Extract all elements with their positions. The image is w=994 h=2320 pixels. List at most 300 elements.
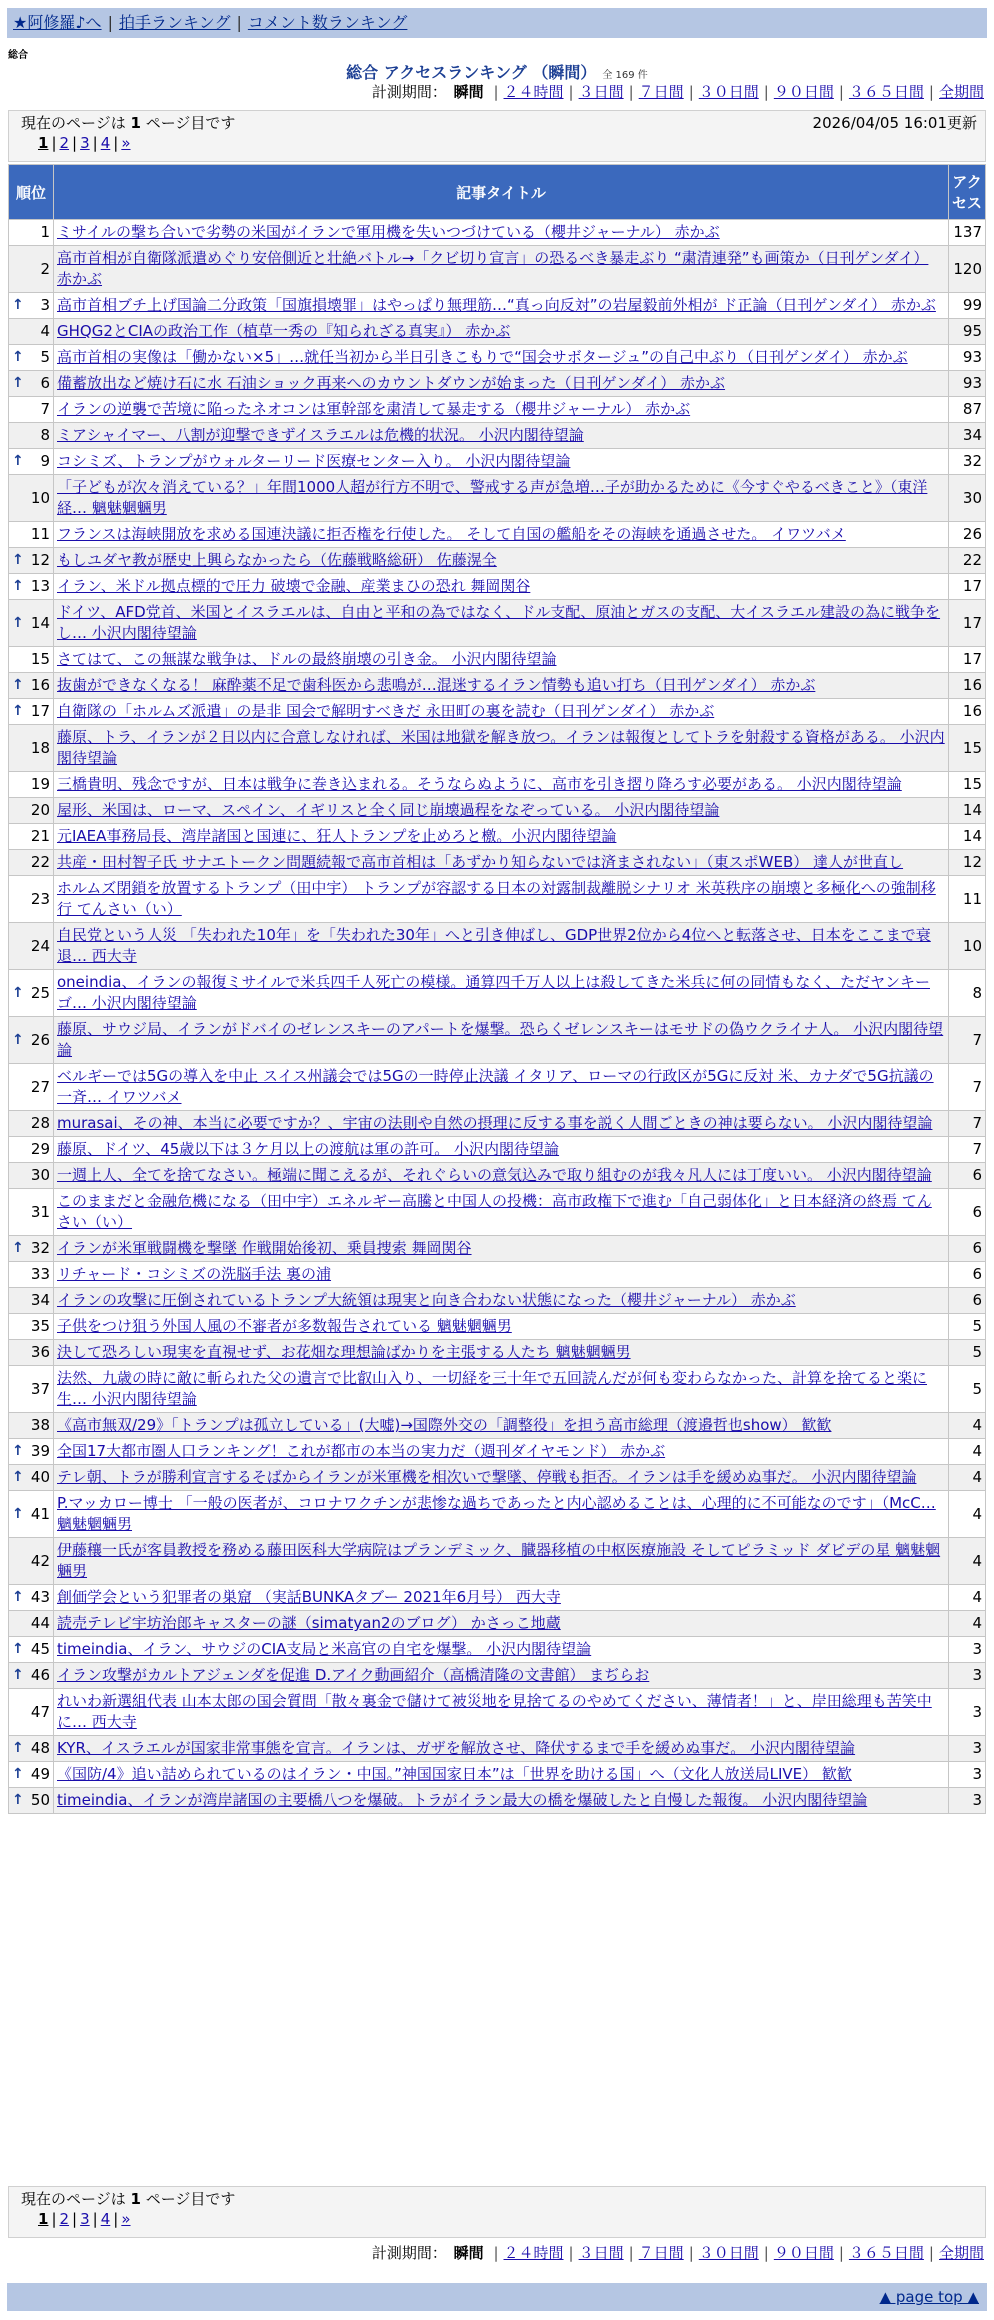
rank-number: 24	[30, 936, 50, 955]
title-cell	[54, 1637, 948, 1662]
period-7d-link[interactable]: ７日間	[638, 83, 684, 101]
rank-up-arrow-icon: ↑	[12, 1589, 24, 1605]
rank-number: 50	[30, 1791, 50, 1809]
access-count: 6	[949, 1189, 985, 1235]
rank-number: 26	[30, 1030, 50, 1049]
article-title-link[interactable]: 自衛隊の「ホルムズ派遣」の是非 国会で解明すべきだ 永田町の裏を読む（日刊ゲンダイ） 赤かぶ	[57, 702, 715, 720]
rank-cell	[9, 1340, 53, 1365]
article-title-link[interactable]: 藤原、サウジ局、イランがドバイのゼレンスキーのアパートを爆撃。恐らくゼレンスキーはモサドの偽ウクライナ人。 小沢内閣待望論	[57, 1020, 944, 1059]
rank-number: 2	[40, 259, 50, 278]
access-count: 22	[949, 548, 985, 573]
rank-cell	[9, 449, 53, 474]
rank-number: 48	[30, 1739, 50, 1757]
rank-number: 7	[40, 400, 50, 418]
article-title-link[interactable]: 藤原、トラ、イランが２日以内に合意しなければ、米国は地獄を解き放つ。イランは報復としてトラを射殺する資格がある。 小沢内閣待望論	[57, 728, 945, 767]
rank-up-arrow-icon: ↑	[12, 297, 24, 313]
table-row	[9, 522, 985, 547]
article-title-link[interactable]: コシミズ、トランプがウォルターリード医療センター入り。 小沢内閣待望論	[57, 452, 571, 470]
rank-cell	[9, 647, 53, 672]
access-count: 32	[949, 449, 985, 474]
rank-cell	[9, 673, 53, 698]
table-row	[9, 1288, 985, 1313]
article-title-link[interactable]: フランスは海峡開放を求める国連決議に拒否権を行使した。 そして自国の艦船をその海峡を通過させた。 イワツバメ	[57, 525, 846, 543]
rank-cell	[9, 1189, 53, 1235]
nav-clap-ranking-link[interactable]: 拍手ランキング	[118, 13, 231, 32]
article-title-link[interactable]: ミサイルの撃ち合いで劣勢の米国がイランで軍用機を失いつづけている（櫻井ジャーナル） 赤かぶ	[57, 223, 720, 241]
access-count: 14	[949, 798, 985, 823]
article-title-link[interactable]: ドイツ、AFD党首、米国とイスラエルは、自由と平和の為ではなく、ドル支配、原油とガスの支配、大イスラエル建設の為に戦争をし… 小沢内閣待望論	[57, 603, 941, 642]
rank-cell	[9, 1637, 53, 1662]
access-count: 93	[949, 371, 985, 396]
rank-cell	[9, 319, 53, 344]
access-count: 7	[949, 1017, 985, 1063]
table-row	[9, 1137, 985, 1162]
period-separator: |	[688, 2244, 694, 2262]
access-count: 4	[949, 1585, 985, 1610]
page-link-2[interactable]: 2	[59, 2210, 70, 2228]
rank-number: 5	[40, 348, 50, 366]
period-separator: |	[628, 83, 634, 101]
title-cell	[54, 699, 948, 724]
period-3d-link[interactable]: ３日間	[578, 83, 624, 101]
rank-cell	[9, 423, 53, 448]
pager-top	[8, 110, 986, 162]
period-separator: |	[628, 2244, 634, 2262]
period-all-link[interactable]: 全期間	[938, 2244, 984, 2262]
title-cell	[54, 1465, 948, 1490]
title-cell	[54, 1366, 948, 1412]
article-title-link[interactable]: timeindia、イラン、サウジのCIA支局と米高官の自宅を爆撃。 小沢内閣待望論	[57, 1640, 592, 1658]
rank-up-arrow-icon: ↑	[12, 614, 24, 631]
article-title-link[interactable]: timeindia、イランが湾岸諸国の主要橋八つを爆破。トラがイラン最大の橋を爆破したと自慢した報復。 小沢内閣待望論	[57, 1791, 868, 1809]
rank-number: 29	[30, 1140, 50, 1158]
title-cell	[54, 1736, 948, 1761]
period-label: 計測期間：	[371, 83, 447, 101]
table-row	[9, 1236, 985, 1261]
article-title-link[interactable]: 法然、九歳の時に敵に斬られた父の遺言で比叡山入り、一切経を三十年で五回読んだが何も変わらなかった、計算を捨てると楽に生… 小沢内閣待望論	[57, 1369, 928, 1408]
title-cell	[54, 574, 948, 599]
nav-comment-ranking-link[interactable]: コメント数ランキング	[247, 13, 408, 32]
access-count: 6	[949, 1288, 985, 1313]
rank-number: 25	[30, 983, 50, 1002]
rank-up-arrow-icon: ↑	[12, 1469, 24, 1485]
page-link-4[interactable]: 4	[100, 134, 111, 152]
article-title-link[interactable]: さてはて、この無謀な戦争は、ドルの最終崩壊の引き金。 小沢内閣待望論	[57, 650, 557, 668]
table-row	[9, 647, 985, 672]
rank-number: 46	[30, 1666, 50, 1684]
title-cell	[54, 1064, 948, 1110]
current-page-post: ページ目です	[140, 2190, 236, 2208]
access-count: 6	[949, 1262, 985, 1287]
article-title-link[interactable]: れいわ新選組代表 山本太郎の国会質問「散々裏金で儲けて被災地を見捨てるのやめてください、薄情者！」と、岸田総理も苦笑中に… 西大寺	[57, 1692, 932, 1731]
article-title-link[interactable]: 高市首相ブチ上げ国論二分政策「国旗損壊罪」はやっぱり無理筋…“真っ向反対”の岩屋毅前外相が ド正論（日刊ゲンダイ） 赤かぶ	[57, 296, 936, 314]
table-row	[9, 699, 985, 724]
rank-up-arrow-icon: ↑	[12, 1031, 24, 1048]
article-title-link[interactable]: 備蓄放出など焼け石に水 石油ショック再来へのカウントダウンが始まった（日刊ゲンダイ） 赤かぶ	[57, 374, 726, 392]
rank-number: 35	[30, 1317, 50, 1335]
rank-up-arrow-icon: ↑	[12, 453, 24, 469]
access-count: 3	[949, 1637, 985, 1662]
page-title-text: 総合 アクセスランキング （瞬間）	[346, 63, 597, 82]
table-row	[9, 246, 985, 292]
rank-up-arrow-icon: ↑	[12, 1443, 24, 1459]
period-all-link[interactable]: 全期間	[938, 83, 984, 101]
rank-up-arrow-icon: ↑	[12, 1740, 24, 1756]
table-row	[9, 1762, 985, 1787]
article-title-link[interactable]: 「子どもが次々消えている？」年間1000人超が行方不明で、警戒する声が急増…子が助かるために《今すぐやるべきこと》（東洋経… 魑魅魍魎男	[57, 478, 928, 517]
period-current: 瞬間	[453, 2244, 484, 2262]
table-row	[9, 1111, 985, 1136]
title-cell	[54, 1288, 948, 1313]
rank-cell	[9, 798, 53, 823]
table-row	[9, 475, 985, 521]
rank-cell	[9, 574, 53, 599]
period-3d-link[interactable]: ３日間	[578, 2244, 624, 2262]
article-title-link[interactable]: 共産・田村智子氏 サナエトークン問題続報で高市首相は「あずかり知らないでは済まされない」（東スポWEB） 達人が世直し	[57, 853, 904, 871]
rank-cell	[9, 600, 53, 646]
rank-number: 1	[40, 223, 50, 241]
table-row	[9, 673, 985, 698]
rank-cell	[9, 397, 53, 422]
article-title-link[interactable]: イランが米軍戦闘機を撃墜 作戦開始後初、乗員捜索 舞岡関谷	[57, 1239, 472, 1257]
page-links: 1 | 2 | 3 | 4 | »	[38, 2210, 131, 2228]
table-row	[9, 574, 985, 599]
rank-cell	[9, 1491, 53, 1537]
period-365d-link[interactable]: ３６５日間	[848, 83, 924, 101]
table-row	[9, 772, 985, 797]
category-tag: 総合	[8, 50, 28, 61]
table-row	[9, 1465, 985, 1490]
ranking-table	[8, 164, 986, 1814]
rank-number: 23	[30, 889, 50, 908]
table-row	[9, 1585, 985, 1610]
article-title-link[interactable]: 自民党という人災 「失われた10年」を「失われた30年」へと引き伸ばし、GDP世界2位から4位へと転落させ、日本をここまで衰退… 西大寺	[57, 926, 931, 965]
article-title-link[interactable]: 《国防/4》追い詰められているのはイラン・中国。”神国国家日本”は「世界を助ける国」へ（文化人放送局LIVE） 歓歓	[57, 1765, 852, 1783]
table-row	[9, 449, 985, 474]
period-selector-top	[372, 82, 986, 102]
title-cell	[54, 1762, 948, 1787]
title-cell	[54, 293, 948, 318]
article-title-link[interactable]: イランの攻撃に圧倒されているトランプ大統領は現実と向き合わない状態になった（櫻井ジャーナル） 赤かぶ	[57, 1291, 796, 1309]
article-title-link[interactable]: 元IAEA事務局長、湾岸諸国と国連に、狂人トランプを止めろと檄。小沢内閣待望論	[57, 827, 617, 845]
title-cell	[54, 600, 948, 646]
rank-number: 47	[30, 1702, 50, 1721]
rank-up-arrow-icon: ↑	[12, 578, 24, 594]
page-link-3[interactable]: 3	[80, 2210, 90, 2228]
nav-asyura-link[interactable]: ★阿修羅♪へ	[13, 13, 102, 32]
table-row	[9, 970, 985, 1016]
table-row	[9, 1689, 985, 1735]
page-link-next[interactable]: »	[121, 2210, 131, 2228]
title-cell	[54, 1538, 948, 1584]
table-row	[9, 423, 985, 448]
article-title-link[interactable]: ホルムズ閉鎖を放置するトランプ（田中宇） トランプが容認する日本の対露制裁離脱シナリオ 米英秩序の崩壊と多極化への強制移行 てんさい（い）	[57, 879, 936, 918]
article-title-link[interactable]: murasai、その神、本当に必要ですか？、宇宙の法則や自然の摂理に反する事を説く人間ごときの神は要らない。 小沢内閣待望論	[57, 1114, 933, 1132]
table-row	[9, 824, 985, 849]
period-90d-link[interactable]: ９０日間	[773, 2244, 834, 2262]
access-count: 26	[949, 522, 985, 547]
title-cell	[54, 1262, 948, 1287]
table-row	[9, 1340, 985, 1365]
title-cell	[54, 522, 948, 547]
rank-number: 33	[30, 1265, 50, 1283]
article-title-link[interactable]: 子供をつけ狙う外国人風の不審者が多数報告されている 魑魅魍魎男	[57, 1317, 512, 1335]
rank-number: 21	[30, 827, 50, 845]
period-separator: |	[763, 83, 769, 101]
title-cell	[54, 220, 948, 245]
rank-number: 22	[30, 853, 50, 871]
title-cell	[54, 1017, 948, 1063]
article-title-link[interactable]: このままだと金融危機になる（田中宇）エネルギー高騰と中国人の投機：高市政権下で進む「自己弱体化」と日本経済の終焉 てんさい（い）	[57, 1192, 932, 1231]
article-title-link[interactable]: イラン、米ドル拠点標的で圧力 破壊で金融、産業まひの恐れ 舞岡関谷	[57, 577, 531, 595]
rank-cell	[9, 699, 53, 724]
rank-number: 31	[30, 1202, 50, 1221]
rank-number: 42	[30, 1551, 50, 1570]
title-cell	[54, 673, 948, 698]
table-row	[9, 1064, 985, 1110]
current-page-pre: 現在のページは	[21, 2190, 131, 2208]
rank-cell	[9, 850, 53, 875]
title-cell	[54, 1491, 948, 1537]
table-row	[9, 1491, 985, 1537]
rank-number: 8	[40, 426, 50, 444]
rank-up-arrow-icon: ↑	[12, 1240, 24, 1256]
rank-cell	[9, 1111, 53, 1136]
pager-bottom	[8, 2186, 986, 2238]
rank-number: 14	[30, 613, 50, 632]
article-title-link[interactable]: P.マッカロー博士 「一般の医者が、コロナワクチンが悲惨な過ちであったと内心認めることは、心理的に不可能なのです」（McC… 魑魅魍魎男	[57, 1494, 936, 1533]
rank-up-arrow-icon: ↑	[12, 375, 24, 391]
title-cell	[54, 923, 948, 969]
table-row	[9, 1262, 985, 1287]
access-count: 3	[949, 1736, 985, 1761]
rank-cell	[9, 1163, 53, 1188]
access-count: 4	[949, 1439, 985, 1464]
table-row	[9, 1314, 985, 1339]
rank-number: 3	[40, 296, 50, 314]
title-cell	[54, 1236, 948, 1261]
rank-number: 40	[30, 1468, 50, 1486]
table-row	[9, 220, 985, 245]
table-row	[9, 397, 985, 422]
article-title-link[interactable]: もしユダヤ教が歴史上興らなかったら（佐藤戦略総研） 佐藤滉全	[57, 551, 497, 569]
page-current: 1	[38, 2210, 49, 2228]
article-title-link[interactable]: 全国17大都市圏人口ランキング！これが都市の本当の実力だ（週刊ダイヤモンド） 赤かぶ	[57, 1442, 666, 1460]
table-row	[9, 798, 985, 823]
article-title-link[interactable]: 高市首相の実像は「働かない×5」…就任当初から半日引きこもりで“国会サボタージュ”の自己中ぶり（日刊ゲンダイ） 赤かぶ	[57, 348, 908, 366]
title-cell	[54, 548, 948, 573]
access-count: 10	[949, 923, 985, 969]
article-title-link[interactable]: KYR、イスラエルが国家非常事態を宣言。イランは、ガザを解放させ、降伏するまで手を緩めぬ事だ。 小沢内閣待望論	[57, 1739, 856, 1757]
period-separator: |	[568, 2244, 574, 2262]
period-30d-link[interactable]: ３０日間	[698, 83, 759, 101]
period-separator: |	[493, 83, 499, 101]
title-cell	[54, 319, 948, 344]
article-title-link[interactable]: ミアシャイマー、八割が迎撃できずイスラエルは危機的状況。 小沢内閣待望論	[57, 426, 584, 444]
article-title-link[interactable]: イラン攻撃がカルトアジェンダを促進 D.アイク動画紹介（高橋清隆の文書館） まぢらお	[57, 1666, 650, 1684]
table-row	[9, 725, 985, 771]
rank-cell	[9, 1236, 53, 1261]
title-cell	[54, 371, 948, 396]
period-90d-link[interactable]: ９０日間	[773, 83, 834, 101]
rank-cell	[9, 1314, 53, 1339]
period-separator: |	[838, 2244, 844, 2262]
rank-number: 20	[30, 801, 50, 819]
rank-number: 44	[30, 1614, 50, 1632]
rank-cell	[9, 1366, 53, 1412]
article-title-link[interactable]: 屋形、米国は、ローマ、スペイン、イギリスと全く同じ崩壊過程をなぞっている。 小沢内閣待望論	[57, 801, 720, 819]
article-title-link[interactable]: 三橋貴明、残念ですが、日本は戦争に巻き込まれる。そうならぬように、高市を引き摺り降ろす必要がある。 小沢内閣待望論	[57, 775, 902, 793]
page-links: 1 | 2 | 3 | 4 | »	[38, 134, 131, 152]
title-cell	[54, 725, 948, 771]
rank-number: 45	[30, 1640, 50, 1658]
title-cell	[54, 1439, 948, 1464]
rank-cell	[9, 1736, 53, 1761]
table-row	[9, 1189, 985, 1235]
access-count: 16	[949, 699, 985, 724]
table-row	[9, 923, 985, 969]
rank-number: 30	[30, 1166, 50, 1184]
period-separator: |	[838, 83, 844, 101]
article-title-link[interactable]: 創価学会という犯罪者の巣窟 （実話BUNKAタブー 2021年6月号） 西大寺	[57, 1588, 561, 1606]
access-count: 3	[949, 1788, 985, 1813]
access-count: 3	[949, 1689, 985, 1735]
table-row	[9, 1017, 985, 1063]
ranking-table-header	[9, 165, 985, 219]
article-title-link[interactable]: テレ朝、トラが勝利宣言するそばからイランが米軍機を相次いで撃墜、停戦も拒否。イランは手を緩めぬ事だ。 小沢内閣待望論	[57, 1468, 917, 1486]
rank-up-arrow-icon: ↑	[12, 1766, 24, 1782]
updated-timestamp: 2026/04/05 16:01更新	[812, 114, 977, 132]
rank-up-arrow-icon: ↑	[12, 349, 24, 365]
rank-number: 15	[30, 650, 50, 668]
access-count: 4	[949, 1611, 985, 1636]
title-cell	[54, 970, 948, 1016]
rank-number: 28	[30, 1114, 50, 1132]
rank-number: 4	[40, 322, 50, 340]
access-count: 6	[949, 1236, 985, 1261]
period-30d-link[interactable]: ３０日間	[698, 2244, 759, 2262]
current-page-number: 1	[130, 2190, 141, 2208]
article-title-link[interactable]: 一週上人、全てを捨てなさい。極端に聞こえるが、それぐらいの意気込みで取り組むのが我々凡人には丁度いい。 小沢内閣待望論	[57, 1166, 932, 1184]
access-count: 5	[949, 1340, 985, 1365]
page-link-2[interactable]: 2	[59, 134, 70, 152]
article-title-link[interactable]: リチャード・コシミズの洗脳手法 裏の浦	[57, 1265, 332, 1283]
table-row	[9, 1413, 985, 1438]
article-title-link[interactable]: 抜歯ができなくなる！ 麻酔薬不足で歯科医から悲鳴が…混迷するイラン情勢も追い打ち（日刊ゲンダイ） 赤かぶ	[57, 676, 816, 694]
rank-cell	[9, 522, 53, 547]
page-link-next[interactable]: »	[121, 134, 131, 152]
title-cell	[54, 798, 948, 823]
access-count: 7	[949, 1064, 985, 1110]
period-24h-link[interactable]: ２４時間	[503, 2244, 564, 2262]
page-link-3[interactable]: 3	[80, 134, 90, 152]
total-count: 全 169 件	[602, 70, 648, 81]
period-365d-link[interactable]: ３６５日間	[848, 2244, 924, 2262]
table-row	[9, 1163, 985, 1188]
table-row	[9, 1736, 985, 1761]
access-count: 15	[949, 772, 985, 797]
article-title-link[interactable]: 決して恐ろしい現実を直視せず、お花畑な理想論ばかりを主張する人たち 魑魅魍魎男	[57, 1343, 631, 1361]
access-count: 3	[949, 1663, 985, 1688]
rank-cell	[9, 1611, 53, 1636]
access-count: 16	[949, 673, 985, 698]
title-cell	[54, 647, 948, 672]
access-count: 11	[949, 876, 985, 922]
rank-up-arrow-icon: ↑	[12, 677, 24, 693]
rank-cell	[9, 824, 53, 849]
access-count: 4	[949, 1465, 985, 1490]
table-row	[9, 293, 985, 318]
title-cell	[54, 1663, 948, 1688]
access-count: 12	[949, 850, 985, 875]
access-count: 95	[949, 319, 985, 344]
title-cell	[54, 850, 948, 875]
access-count: 14	[949, 824, 985, 849]
nav-separator: |	[236, 13, 242, 32]
title-cell	[54, 1413, 948, 1438]
rank-number: 6	[40, 374, 50, 392]
access-count: 87	[949, 397, 985, 422]
rank-cell	[9, 1288, 53, 1313]
article-title-link[interactable]: イランの逆襲で苦境に陥ったネオコンは軍幹部を粛清して暴走する（櫻井ジャーナル） 赤かぶ	[57, 400, 691, 418]
article-title-link[interactable]: 伊藤穰一氏が客員教授を務める藤田医科大学病院はプランデミック、臓器移植の中枢医療施設 そしてピラミッド ダビデの星 魑魅魍魎男	[57, 1541, 941, 1580]
title-cell	[54, 772, 948, 797]
table-row	[9, 600, 985, 646]
rank-number: 36	[30, 1343, 50, 1361]
rank-cell	[9, 1439, 53, 1464]
article-title-link[interactable]: GHQG2とCIAの政治工作（植草一秀の『知られざる真実』） 赤かぶ	[57, 322, 511, 340]
table-row	[9, 371, 985, 396]
rank-number: 41	[30, 1504, 50, 1523]
header-access: アクセス	[949, 165, 985, 219]
rank-cell	[9, 475, 53, 521]
rank-number: 32	[30, 1239, 50, 1257]
period-current: 瞬間	[453, 83, 484, 101]
page-link-4[interactable]: 4	[100, 2210, 111, 2228]
rank-cell	[9, 876, 53, 922]
table-row	[9, 1663, 985, 1688]
rank-number: 11	[30, 525, 50, 543]
rank-up-arrow-icon: ↑	[12, 1792, 24, 1808]
period-7d-link[interactable]: ７日間	[638, 2244, 684, 2262]
rank-up-arrow-icon: ↑	[12, 1641, 24, 1657]
article-title-link[interactable]: 藤原、ドイツ、45歳以下は３ケ月以上の渡航は軍の許可。 小沢内閣待望論	[57, 1140, 560, 1158]
access-count: 5	[949, 1366, 985, 1412]
rank-cell	[9, 548, 53, 573]
rank-number: 10	[30, 488, 50, 507]
rank-number: 17	[30, 702, 50, 720]
access-count: 7	[949, 1111, 985, 1136]
rank-number: 43	[30, 1588, 50, 1606]
title-cell	[54, 1111, 948, 1136]
rank-cell	[9, 725, 53, 771]
period-24h-link[interactable]: ２４時間	[503, 83, 564, 101]
article-title-link[interactable]: ベルギーでは5Gの導入を中止 スイス州議会では5Gの一時停止決議 イタリア、ローマの行政区が5Gに反対 米、カナダで5G抗議の一斉… イワツバメ	[57, 1067, 934, 1106]
article-title-link[interactable]: oneindia、イランの報復ミサイルで米兵四千人死亡の模様。通算四千万人以上は殺してきた米兵に何の同情もなく、ただヤンキーゴ… 小沢内閣待望論	[57, 973, 930, 1012]
access-count: 17	[949, 647, 985, 672]
article-title-link[interactable]: 高市首相が自衛隊派遣めぐり安倍側近と壮絶バトル→「クビ切り宣言」の恐るべき暴走ぶり “粛清連発”も画策か（日刊ゲンダイ） 赤かぶ	[57, 249, 929, 288]
rank-cell	[9, 772, 53, 797]
rank-cell	[9, 923, 53, 969]
rank-cell	[9, 1017, 53, 1063]
title-cell	[54, 449, 948, 474]
title-cell	[54, 1189, 948, 1235]
article-title-link[interactable]: 読売テレビ宇坊治郎キャスターの謎（simatyan2のブログ） かさっこ地蔵	[57, 1614, 561, 1632]
access-count: 3	[949, 1762, 985, 1787]
article-title-link[interactable]: 《高市無双/29》「トランプは孤立している」(大嘘)→国際外交の「調整役」を担う高市総理（渡邉哲也show） 歓歓	[57, 1416, 832, 1434]
page-top-link[interactable]: ▲ page top ▲	[879, 2288, 979, 2306]
period-separator: |	[493, 2244, 499, 2262]
